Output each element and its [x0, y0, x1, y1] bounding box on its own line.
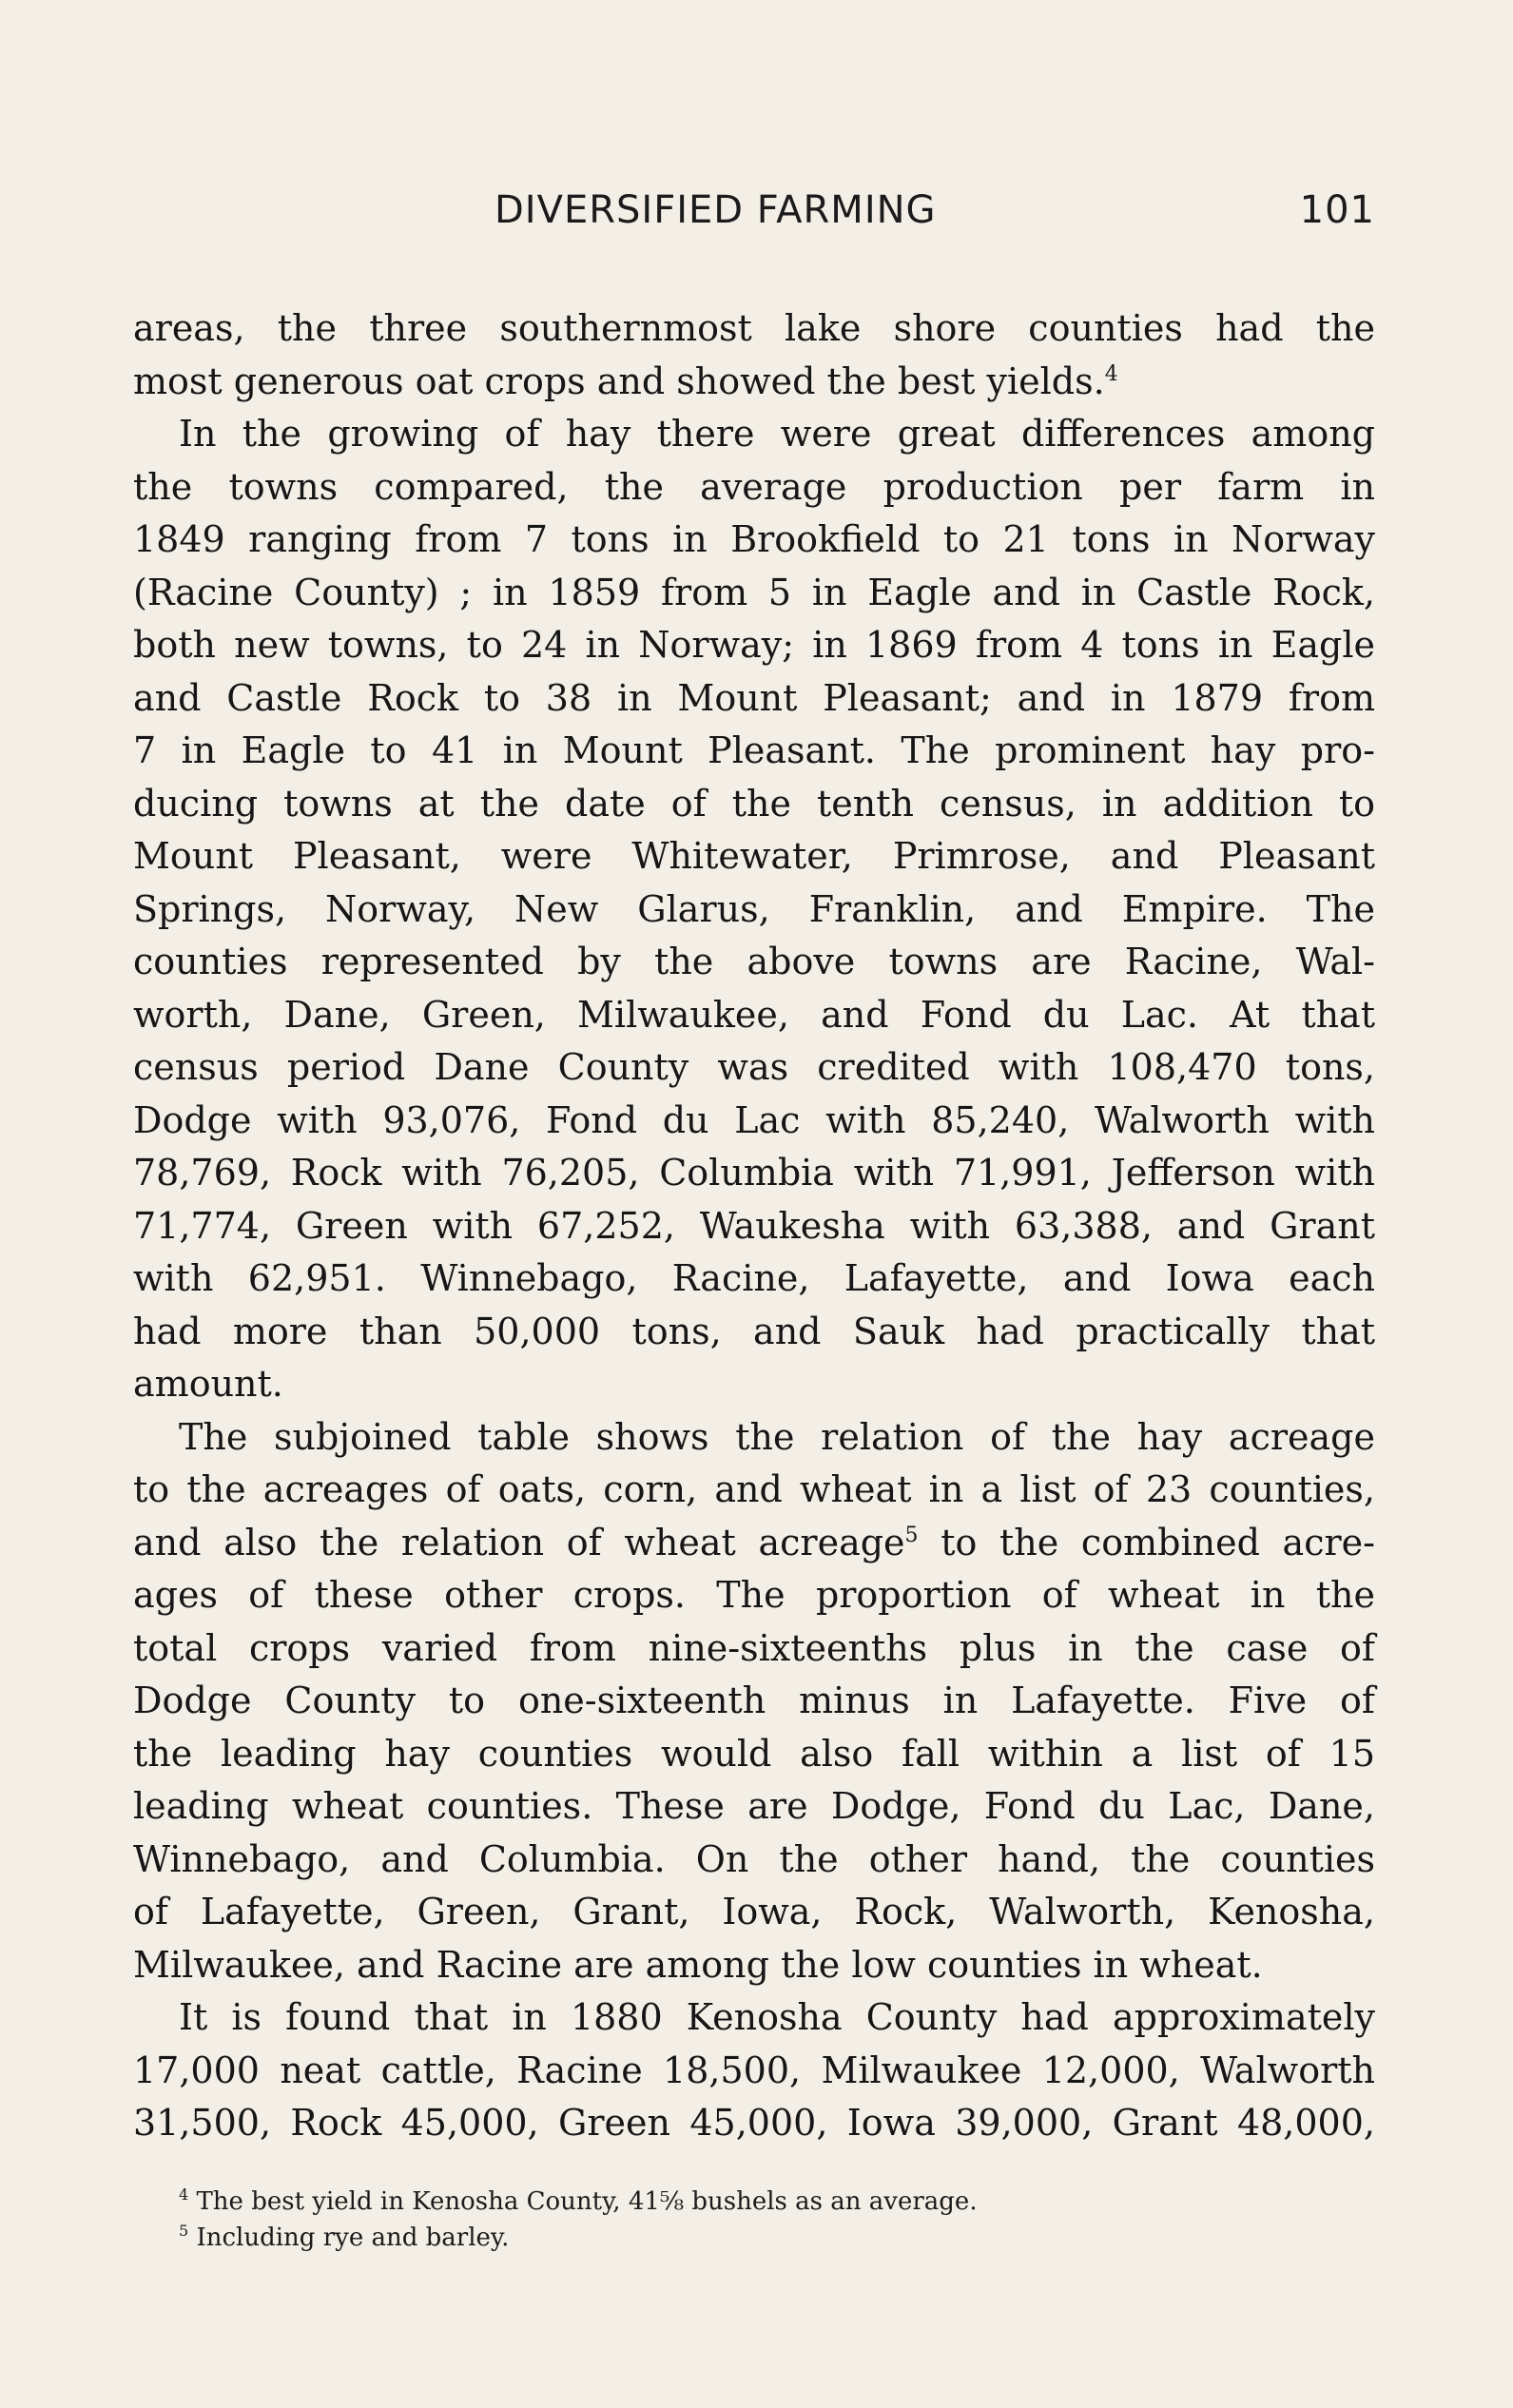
text-line: The subjoined table shows the relation of the hay acreage — [179, 1415, 1375, 1458]
page-number: 101 — [1299, 188, 1375, 232]
running-head — [133, 188, 1375, 245]
footnote-mark: 5 — [179, 2222, 189, 2240]
text-line: 17,000 neat cattle, Racine 18,500, Milwaukee 12,000, Walworth — [133, 2049, 1375, 2091]
text-line: In the growing of hay there were great differences among — [179, 413, 1375, 455]
text-line: 71,774, Green with 67,252, Waukesha with 63,388, and Grant — [133, 1204, 1375, 1247]
footnote-5 — [179, 2220, 1225, 2256]
footnote-4 — [179, 2184, 1225, 2220]
footnotes — [179, 2184, 1225, 2256]
text-line: ages of these other crops. The proportion of wheat in the — [133, 1574, 1375, 1616]
footnote-mark: 4 — [179, 2185, 189, 2204]
text-line — [133, 1517, 1375, 1570]
text-line: leading wheat counties. These are Dodge, Fond du Lac, Dane, — [133, 1785, 1375, 1827]
text-line: (Racine County) ; in 1859 from 5 in Eagle and in Castle Rock, — [133, 571, 1375, 613]
text-line: Winnebago, and Columbia. On the other hand, the counties — [133, 1837, 1375, 1880]
text-line: worth, Dane, Green, Milwaukee, and Fond du Lac. At that — [133, 993, 1375, 1036]
text-line: 31,500, Rock 45,000, Green 45,000, Iowa 39,000, Grant 48,000, — [133, 2102, 1375, 2144]
text-line: It is found that in 1880 Kenosha County had approximately — [179, 1996, 1375, 2038]
text-line: 1849 ranging from 7 tons in Brookfield to 21 tons in Norway — [133, 518, 1375, 560]
text-line: the leading hay counties would also fall within a list of 15 — [133, 1732, 1375, 1775]
text-line: Mount Pleasant, were Whitewater, Primrose, and Pleasant — [133, 835, 1375, 877]
body-text — [133, 302, 1375, 2150]
text-line: both new towns, to 24 in Norway; in 1869 from 4 tons in Eagle — [133, 624, 1375, 666]
text-line: to the acreages of oats, corn, and wheat in a list of 23 counties, — [133, 1468, 1375, 1510]
running-head-title: DIVERSIFIED FARMING — [495, 188, 937, 232]
text-line: and Castle Rock to 38 in Mount Pleasant; and in 1879 from — [133, 676, 1375, 719]
paragraph-2 — [133, 408, 1375, 1411]
text-line: ducing towns at the date of the tenth census, in addition to — [133, 782, 1375, 825]
footnote-ref-4: 4 — [1104, 361, 1118, 386]
text-line: had more than 50,000 tons, and Sauk had practically that — [133, 1310, 1375, 1352]
paragraph-1 — [133, 302, 1375, 408]
footnote-text: Including rye and barley. — [196, 2224, 510, 2252]
footnote-ref-5: 5 — [904, 1523, 919, 1547]
text-line — [133, 356, 1375, 409]
text-line: 78,769, Rock with 76,205, Columbia with 71,991, Jefferson with — [133, 1152, 1375, 1194]
text-line: Milwaukee, and Racine are among the low counties in wheat. — [133, 1943, 1263, 1986]
text-line: areas, the three southernmost lake shore counties had the — [133, 307, 1375, 349]
text-line: Dodge with 93,076, Fond du Lac with 85,240, Walworth with — [133, 1098, 1375, 1141]
paragraph-4 — [133, 1991, 1375, 2150]
text-line: amount. — [133, 1363, 283, 1405]
text-line: Dodge County to one-sixteenth minus in Lafayette. Five of — [133, 1680, 1375, 1721]
text-line: census period Dane County was credited with 108,470 tons, — [133, 1046, 1375, 1088]
text-line: with 62,951. Winnebago, Racine, Lafayette, and Iowa each — [133, 1257, 1375, 1299]
text-line: counties represented by the above towns are Racine, Wal- — [133, 941, 1375, 982]
text-span: most generous oat crops and showed the best yields. — [133, 359, 1105, 402]
text-line: total crops varied from nine-sixteenths plus in the case of — [133, 1626, 1375, 1669]
text-line: 7 in Eagle to 41 in Mount Pleasant. The prominent hay pro- — [133, 729, 1375, 771]
paragraph-3 — [133, 1411, 1375, 1992]
text-span: to the combined acre- — [918, 1521, 1375, 1563]
text-line: Springs, Norway, New Glarus, Franklin, and Empire. The — [133, 887, 1375, 930]
text-line: the towns compared, the average production per farm in — [133, 465, 1375, 508]
text-line: of Lafayette, Green, Grant, Iowa, Rock, Walworth, Kenosha, — [133, 1891, 1375, 1932]
footnote-text: The best yield in Kenosha County, 41⅝ bushels as an average. — [196, 2187, 978, 2216]
text-span: and also the relation of wheat acreage — [133, 1521, 905, 1563]
